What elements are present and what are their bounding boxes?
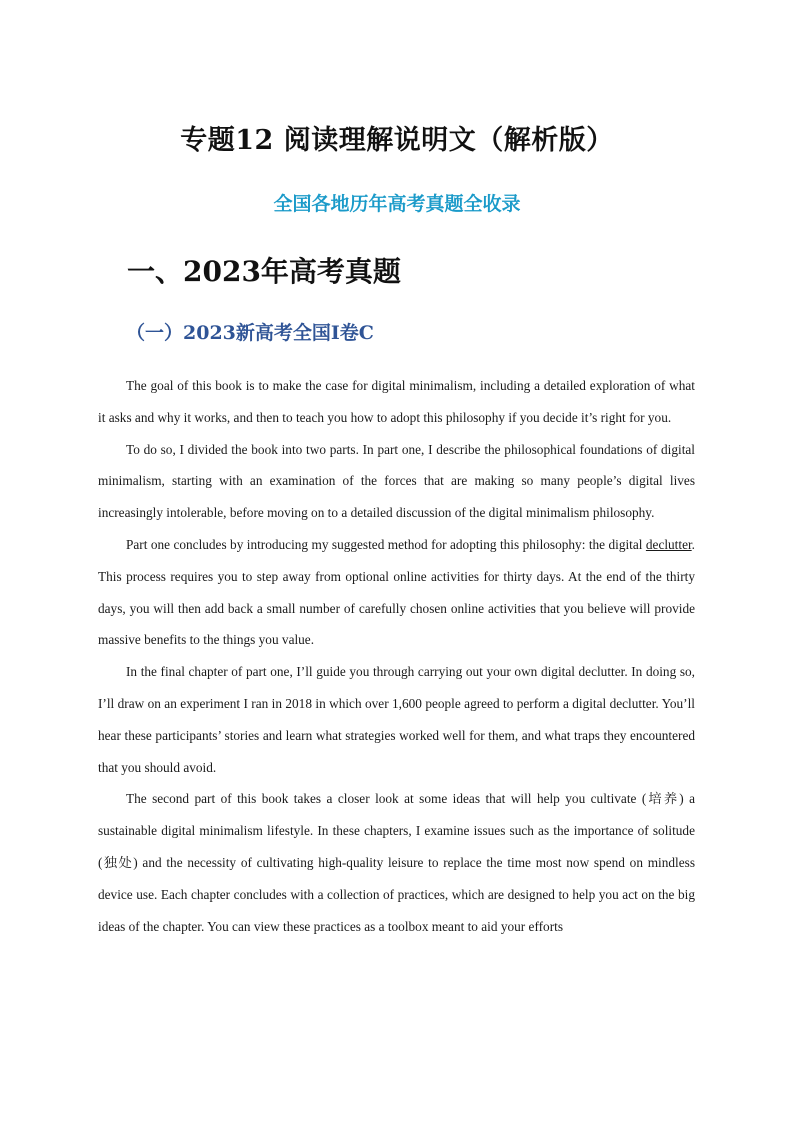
paragraph-2: To do so, I divided the book into two parts. In part one, I describe the philosophical foundations of digital minimalism, starting with an examination of the forces that are making so many people’s digital lives increasingly intolerable, before moving on to a detailed discussion of the digital minimalism philosophy.: [98, 441, 695, 521]
underlined-word-declutter: declutter: [645, 536, 692, 552]
paragraph-4: In the final chapter of part one, I’ll guide you through carrying out your own digital declutter. In doing so, I’ll draw on an experiment I ran in 2018 in which over 1,600 people agreed to perform a digital declutter. You’ll hear these participants’ stories and learn what strategies worked well for them, and what traps they encountered that you should avoid.: [98, 664, 695, 775]
paragraph-5: The second part of this book takes a closer look at some ideas that will help you cultivate (培养) a sustainable digital minimalism lifestyle. In these chapters, I examine issues such as the importance of solitude (独处) and the necessity of cultivating high-quality leisure to replace the time most now spend on mindless device use. Each chapter concludes with a collection of practices, which are designed to help you act on the big ideas of the chapter. You can view these practices as a toolbox meant to aid your efforts: [98, 791, 695, 934]
paragraph-3-text-after: . This process requires you to step away from optional online activities for thirty days. At the end of the thirty days, you will then add back a small number of carefully chosen online activities that you believe will provide massive benefits to the things you value.: [98, 536, 695, 648]
paragraph-3-text-before: Part one concludes by introducing my suggested method for adopting this philosophy: the digital: [126, 536, 646, 552]
paragraph-3: [98, 529, 695, 656]
document-title: 专题12 阅读理解说明文（解析版）: [180, 125, 614, 156]
passage-body: [98, 370, 695, 942]
document-subtitle: 全国各地历年高考真题全收录: [273, 193, 521, 215]
subsection-heading: （一）2023新高考全国Ⅰ卷C: [126, 322, 374, 344]
paragraph-1: The goal of this book is to make the case for digital minimalism, including a detailed exploration of what it asks and why it works, and then to teach you how to adopt this philosophy if you decide it’s right for you.: [98, 378, 695, 425]
section-heading: 一、2023年高考真题: [127, 255, 401, 288]
